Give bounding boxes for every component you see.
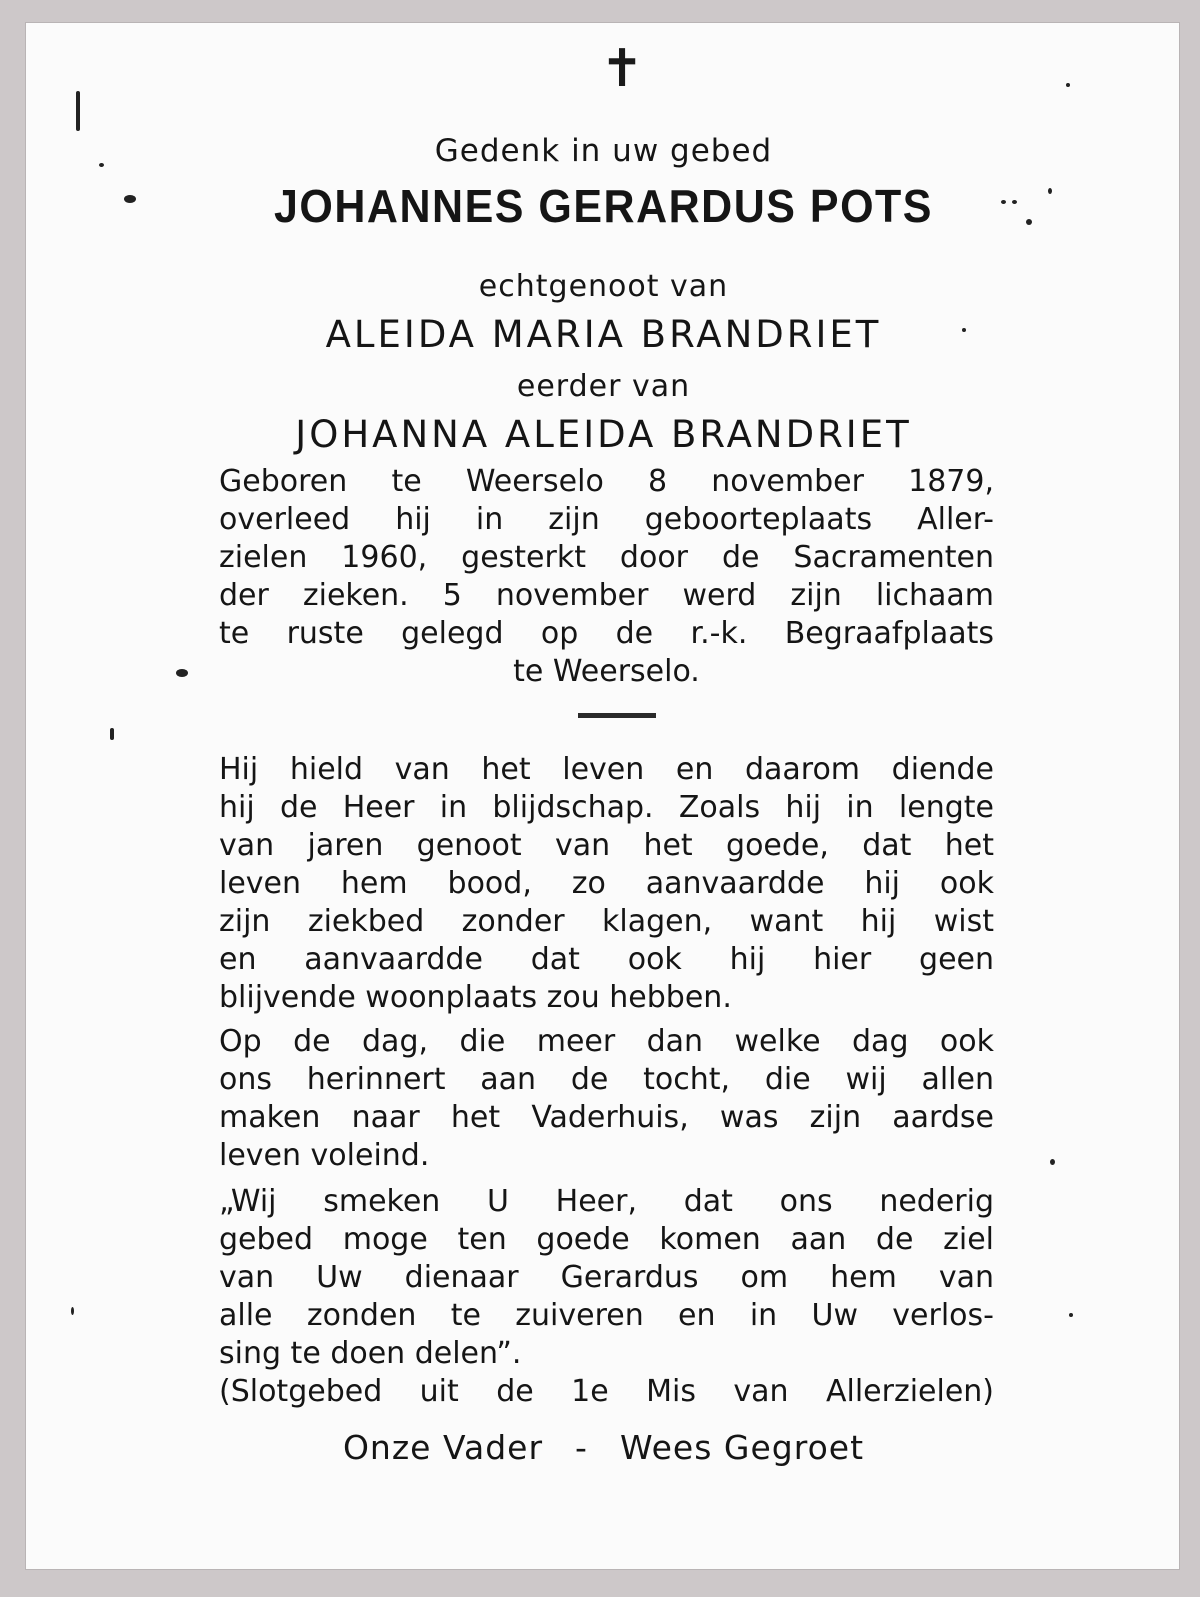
print-speck — [71, 1307, 74, 1315]
biography-line: zielen 1960, gesterkt door de Sacramenten — [219, 540, 994, 575]
print-speck — [99, 163, 104, 167]
biography-line: Geboren te Weerselo 8 november 1879, — [219, 464, 994, 499]
prayer-line: „Wij smeken U Heer, dat ons nederig — [219, 1184, 994, 1219]
passing-line: Op de dag, die meer dan welke dag ook — [219, 1024, 994, 1059]
biography-paragraph — [219, 463, 994, 691]
deceased-name: JOHANNES GERARDUS POTS — [274, 181, 933, 233]
prayer-source: (Slotgebed uit de 1e Mis van Allerzielen) — [219, 1374, 994, 1409]
closing-left: Onze Vader — [342, 1428, 544, 1467]
print-speck — [1026, 219, 1032, 225]
biography-line: te ruste gelegd op de r.-k. Begraafplaats — [219, 616, 994, 651]
print-speck — [76, 91, 80, 131]
spouse-name-2: JOHANNA ALEIDA BRANDRIET — [295, 413, 912, 456]
closing-right: Wees Gegroet — [619, 1428, 865, 1467]
print-speck — [124, 195, 136, 203]
cross-icon: ✝ — [600, 39, 644, 99]
relation-line-2: eerder van — [516, 369, 691, 404]
passing-line: leven voleind. — [219, 1138, 430, 1173]
prayer-line: gebed moge ten goede komen aan de ziel — [219, 1222, 994, 1257]
print-speck — [176, 669, 188, 677]
passing-line: ons herinnert aan de tocht, die wij allen — [219, 1062, 994, 1097]
print-speck — [110, 728, 114, 740]
passing-line: maken naar het Vaderhuis, was zijn aardse — [219, 1100, 994, 1135]
prayer-paragraph — [219, 1183, 994, 1411]
print-speck — [1001, 200, 1006, 204]
print-speck — [1066, 83, 1070, 87]
closing-prayers — [26, 1428, 1181, 1467]
spouse-name-1: ALEIDA MARIA BRANDRIET — [325, 313, 882, 356]
memorial-card — [25, 22, 1180, 1570]
biography-line: der zieken. 5 november werd zijn lichaam — [219, 578, 994, 613]
reflection-line: leven hem bood, zo aanvaardde hij ook — [219, 866, 994, 901]
reflection-line: van jaren genoot van het goede, dat het — [219, 828, 994, 863]
reflection-line: Hij hield van het leven en daarom diende — [219, 752, 994, 787]
intro-line: Gedenk in uw gebed — [434, 133, 773, 169]
print-speck — [1050, 1159, 1055, 1165]
reflection-line: en aanvaardde dat ook hij hier geen — [219, 942, 994, 977]
section-divider — [578, 713, 656, 718]
print-speck — [1012, 200, 1017, 204]
relation-line-1: echtgenoot van — [478, 269, 729, 304]
reflection-line: blijvende woonplaats zou hebben. — [219, 980, 732, 1015]
prayer-line: van Uw dienaar Gerardus om hem van — [219, 1260, 994, 1295]
passing-paragraph — [219, 1023, 994, 1175]
reflection-line: hij de Heer in blijdschap. Zoals hij in lengte — [219, 790, 994, 825]
biography-line: overleed hij in zijn geboorteplaats Aller- — [219, 502, 994, 537]
reflection-line: zijn ziekbed zonder klagen, want hij wist — [219, 904, 994, 939]
print-speck — [1069, 1313, 1073, 1317]
prayer-line: sing te doen delen”. — [219, 1336, 522, 1371]
print-speck — [962, 328, 966, 332]
prayer-line: alle zonden te zuiveren en in Uw verlos- — [219, 1298, 994, 1333]
closing-separator: - — [575, 1428, 588, 1467]
reflection-paragraph — [219, 751, 994, 1017]
biography-line: te Weerselo. — [513, 654, 700, 689]
print-speck — [1048, 188, 1052, 194]
